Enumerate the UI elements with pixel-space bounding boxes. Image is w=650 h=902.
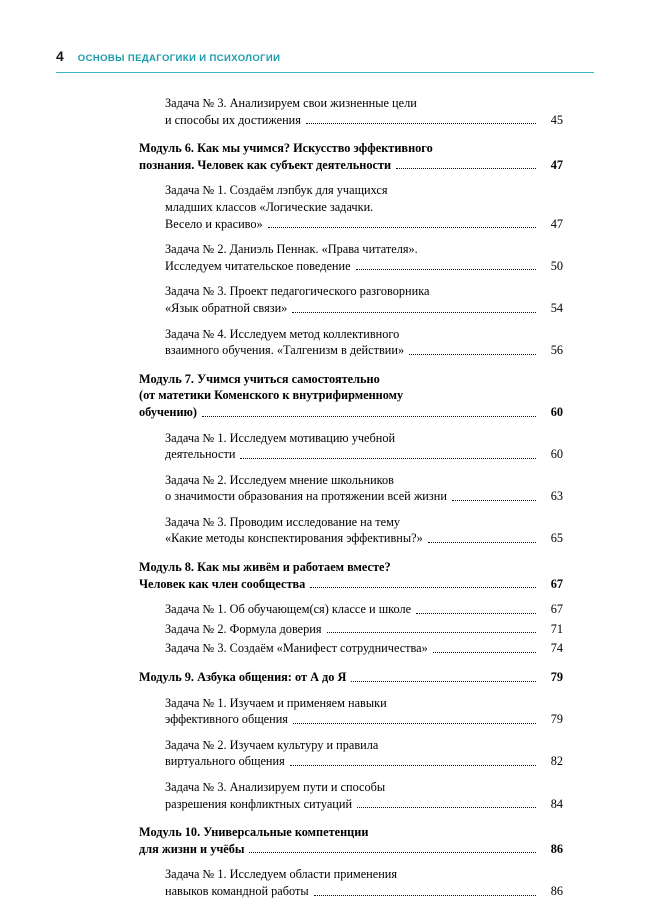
dot-leader (306, 123, 536, 124)
toc-page-number: 50 (550, 258, 563, 273)
toc-entry-last-line (139, 404, 563, 421)
dot-leader (452, 500, 536, 501)
dot-leader (416, 613, 536, 614)
toc-module-entry[interactable] (139, 669, 563, 686)
toc-entry-line: Задача № 2. Даниэль Пеннак. «Права читателя». (165, 242, 418, 257)
toc-entry-line: Задача № 2. Изучаем культуру и правила (165, 737, 379, 752)
toc-task-entry[interactable] (165, 640, 563, 657)
toc-task-entry[interactable] (165, 601, 563, 618)
toc-entry-title: и способы их достижения (165, 112, 301, 127)
toc-entry-line: Задача № 3. Анализируем пути и способы (165, 780, 386, 794)
toc-task-entry[interactable] (165, 95, 563, 128)
toc-page-number: 71 (550, 621, 563, 636)
toc-page-number: 67 (550, 576, 563, 591)
toc-entry-title: навыков командной работы (165, 883, 309, 898)
toc-page-number: 79 (550, 670, 563, 685)
toc-entry-title: Весело и красиво» (165, 216, 263, 231)
toc-entry-title: Человек как член сообщества (139, 576, 306, 591)
running-title: ОСНОВЫ ПЕДАГОГИКИ И ПСИХОЛОГИИ (77, 53, 281, 64)
toc-entry-title: «Какие методы конспектирования эффективны?» (165, 531, 423, 546)
toc-task-entry[interactable] (165, 241, 563, 274)
toc-entry-line: Задача № 1. Исследуем мотивацию учебной (165, 430, 396, 445)
toc-task-entry[interactable] (165, 779, 563, 812)
toc-entry-title: разрешения конфликтных ситуаций (165, 796, 353, 811)
toc-entry-line: Модуль 8. Как мы живём и работаем вместе? (139, 560, 391, 575)
toc-entry-line: Задача № 2. Исследуем мнение школьников (165, 472, 394, 487)
toc-page-number: 60 (550, 447, 563, 462)
toc-entry-last-line (139, 157, 563, 174)
toc-entry-last-line (165, 112, 563, 129)
toc-entry-last-line (165, 488, 563, 505)
toc-entry-last-line (165, 796, 563, 813)
toc-page-number: 47 (550, 216, 563, 231)
toc-page-number: 79 (550, 712, 563, 727)
dot-leader (409, 354, 536, 355)
dot-leader (310, 587, 536, 588)
dot-leader (327, 632, 536, 633)
toc-entry-line: (от матетики Коменского к внутрифирменному (139, 388, 404, 403)
toc-page-number: 84 (550, 796, 563, 811)
toc-module-entry[interactable] (139, 371, 563, 421)
toc-entry-line: Задача № 3. Проект педагогического разговорника (165, 284, 430, 299)
toc-entry-line: Задача № 1. Изучаем и применяем навыки (165, 695, 387, 710)
toc-entry-line: Модуль 10. Универсальные компетенции (139, 825, 369, 840)
toc-module-entry[interactable] (139, 559, 563, 592)
table-of-contents (139, 92, 563, 902)
toc-entry-last-line (139, 841, 563, 858)
toc-entry-line: Задача № 3. Анализируем свои жизненные цели (165, 96, 417, 110)
toc-entry-last-line (139, 669, 563, 686)
toc-page-number: 45 (550, 112, 563, 127)
toc-task-entry[interactable] (165, 621, 563, 638)
toc-task-entry[interactable] (165, 737, 563, 770)
toc-module-entry[interactable] (139, 140, 563, 173)
toc-entry-title: познания. Человек как субъект деятельности (139, 157, 392, 172)
toc-entry-last-line (165, 530, 563, 547)
toc-page-number: 63 (550, 489, 563, 504)
dot-leader (314, 895, 536, 896)
page-folio: 4 (56, 48, 64, 64)
toc-entry-title: Исследуем читательское поведение (165, 258, 351, 273)
toc-entry-last-line (165, 711, 563, 728)
dot-leader (357, 807, 536, 808)
toc-entry-title: Задача № 2. Формула доверия (165, 621, 322, 636)
toc-entry-last-line (165, 216, 563, 233)
dot-leader (396, 168, 536, 169)
toc-page-number: 60 (550, 404, 563, 419)
header-rule (56, 72, 594, 73)
toc-entry-line: младших классов «Логические задачки. (165, 199, 374, 214)
toc-entry-title: взаимного обучения. «Талгенизм в действии» (165, 343, 405, 358)
toc-task-entry[interactable] (165, 182, 563, 232)
toc-task-entry[interactable] (165, 695, 563, 728)
toc-task-entry[interactable] (165, 326, 563, 359)
toc-page-number: 86 (550, 883, 563, 898)
dot-leader (351, 681, 536, 682)
toc-entry-line: Модуль 6. Как мы учимся? Искусство эффективного (139, 141, 433, 156)
toc-entry-title: обучению) (139, 404, 198, 419)
toc-entry-last-line (165, 621, 563, 638)
toc-entry-title: Модуль 9. Азбука общения: от А до Я (139, 670, 347, 685)
toc-entry-last-line (165, 446, 563, 463)
dot-leader (428, 542, 536, 543)
toc-entry-title: Задача № 3. Создаём «Манифест сотрудничества» (165, 641, 428, 656)
toc-entry-line: Задача № 4. Исследуем метод коллективного (165, 326, 400, 341)
dot-leader (293, 723, 536, 724)
dot-leader (433, 652, 536, 653)
toc-entry-title: эффективного общения (165, 712, 288, 727)
toc-entry-line: Задача № 1. Исследуем области применения (165, 867, 398, 882)
dot-leader (268, 227, 536, 228)
running-head (56, 48, 594, 64)
toc-page-number: 54 (550, 300, 563, 315)
toc-entry-line: Задача № 1. Создаём лэпбук для учащихся (165, 183, 388, 198)
dot-leader (356, 269, 536, 270)
toc-entry-last-line (165, 258, 563, 275)
toc-entry-line: Модуль 7. Учимся учиться самостоятельно (139, 371, 380, 386)
toc-entry-last-line (165, 601, 563, 618)
toc-entry-title: виртуального общения (165, 754, 285, 769)
toc-task-entry[interactable] (165, 866, 563, 899)
toc-page-number: 47 (550, 157, 563, 172)
toc-entry-title: для жизни и учёбы (139, 841, 245, 856)
toc-task-entry[interactable] (165, 472, 563, 505)
toc-task-entry[interactable] (165, 514, 563, 547)
toc-page-number: 65 (550, 531, 563, 546)
toc-page-number: 67 (550, 602, 563, 617)
dot-leader (240, 458, 536, 459)
toc-page-number: 74 (550, 641, 563, 656)
toc-entry-last-line (165, 883, 563, 900)
toc-entry-title: о значимости образования на протяжении всей жизни (165, 489, 447, 504)
toc-task-entry[interactable] (165, 283, 563, 316)
toc-page-number: 86 (550, 841, 563, 856)
toc-page-number: 56 (550, 343, 563, 358)
toc-entry-last-line (165, 342, 563, 359)
toc-task-entry[interactable] (165, 430, 563, 463)
dot-leader (290, 765, 536, 766)
dot-leader (292, 312, 536, 313)
toc-entry-line: Задача № 3. Проводим исследование на тему (165, 514, 401, 529)
toc-entry-title: «Язык обратной связи» (165, 300, 288, 315)
toc-entry-title: деятельности (165, 447, 236, 462)
toc-page-number: 82 (550, 754, 563, 769)
toc-entry-last-line (165, 300, 563, 317)
toc-entry-title: Задача № 1. Об обучающем(ся) классе и школе (165, 602, 412, 617)
dot-leader (202, 416, 536, 417)
toc-module-entry[interactable] (139, 824, 563, 857)
dot-leader (249, 852, 536, 853)
toc-entry-last-line (139, 576, 563, 593)
toc-entry-last-line (165, 640, 563, 657)
toc-entry-last-line (165, 753, 563, 770)
